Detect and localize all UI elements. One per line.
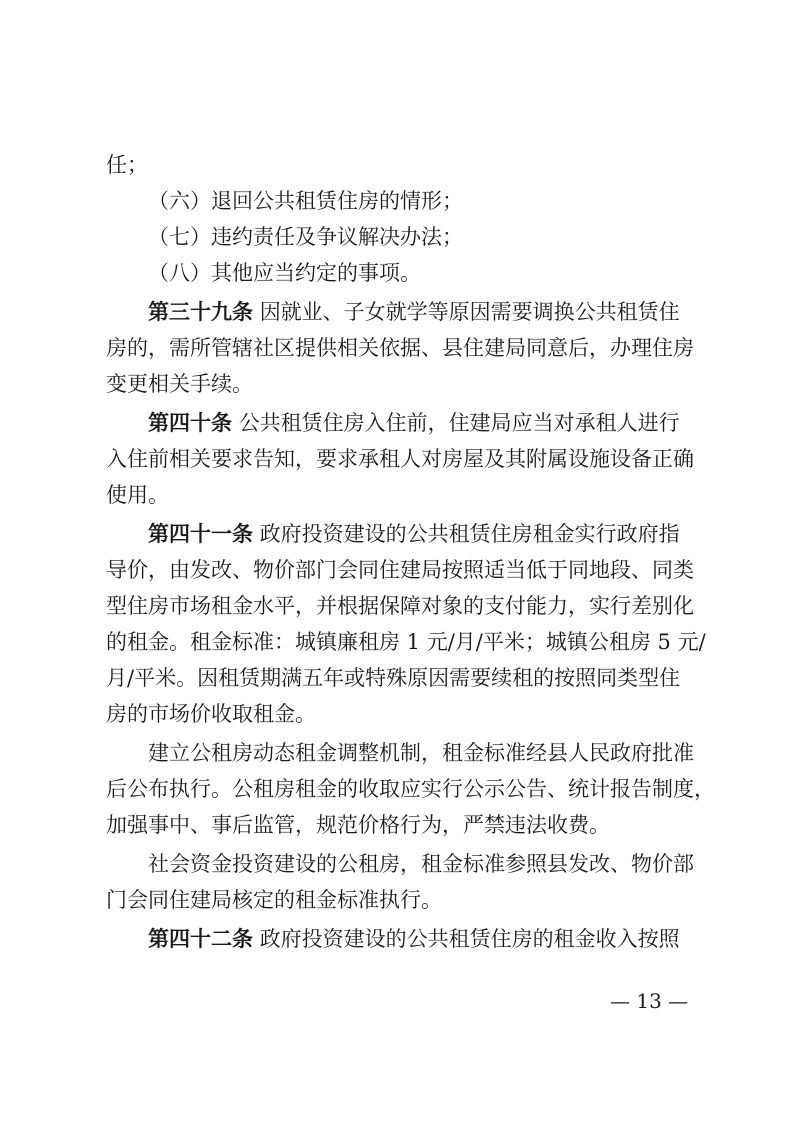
- text-line: [0, 445, 793, 473]
- article-number: 第四十二条: [148, 927, 253, 951]
- line-text: 变更相关手续。: [106, 372, 253, 396]
- line-text: 政府投资建设的公共租赁住房租金实行政府指: [259, 522, 680, 546]
- article-line: [0, 520, 793, 548]
- text-line: [0, 151, 793, 179]
- list-item: [0, 187, 793, 215]
- line-text: 任；: [106, 153, 148, 177]
- article-number: 第三十九条: [148, 300, 253, 324]
- list-item: [0, 259, 793, 287]
- line-text: 建立公租房动态租金调整机制，租金标准经县人民政府批准: [148, 741, 694, 765]
- text-line: [0, 700, 793, 728]
- text-line: [0, 775, 793, 803]
- text-line: [0, 850, 793, 878]
- article-line: [0, 409, 793, 437]
- article-number: 第四十一条: [148, 522, 253, 546]
- line-text: 公共租赁住房入住前，住建局应当对承租人进行: [238, 411, 680, 435]
- text-line: [0, 628, 793, 656]
- text-line: [0, 664, 793, 692]
- line-text: 的租金。租金标准：城镇廉租房 1 元/月/平米；城镇公租房 5 元/: [106, 630, 706, 654]
- text-line: [0, 811, 793, 839]
- article-number: 第四十条: [148, 411, 232, 435]
- line-text: 房的，需所管辖社区提供相关依据、县住建局同意后，办理住房: [106, 336, 694, 360]
- text-line: [0, 334, 793, 362]
- line-text: 型住房市场租金水平，并根据保障对象的支付能力，实行差别化: [106, 594, 694, 618]
- line-text: 社会资金投资建设的公租房，租金标准参照县发改、物价部: [148, 852, 694, 876]
- line-text: 使用。: [106, 483, 169, 507]
- text-line: [0, 556, 793, 584]
- page-number: — 13 —: [610, 989, 689, 1013]
- line-text: 月/平米。因租赁期满五年或特殊原因需要续租的按照同类型住: [106, 666, 681, 690]
- line-text: 加强事中、事后监管，规范价格行为，严禁违法收费。: [106, 813, 610, 837]
- text-line: [0, 739, 793, 767]
- line-text: 入住前相关要求告知，要求承租人对房屋及其附属设施设备正确: [106, 447, 694, 471]
- line-text: 门会同住建局核定的租金标准执行。: [106, 888, 442, 912]
- article-line: [0, 925, 793, 953]
- text-line: [0, 592, 793, 620]
- line-text: 因就业、子女就学等原因需要调换公共租赁住: [259, 300, 680, 324]
- line-text: 政府投资建设的公共租赁住房的租金收入按照: [259, 927, 680, 951]
- list-item: [0, 223, 793, 251]
- line-text: （七）违约责任及争议解决办法；: [148, 225, 463, 249]
- line-text: （八）其他应当约定的事项。: [148, 261, 421, 285]
- text-line: [0, 886, 793, 914]
- line-text: 导价，由发改、物价部门会同住建局按照适当低于同地段、同类: [106, 558, 694, 582]
- line-text: 后公布执行。公租房租金的收取应实行公示公告、统计报告制度，: [106, 777, 715, 801]
- text-line: [0, 481, 793, 509]
- line-text: （六）退回公共租赁住房的情形；: [148, 189, 463, 213]
- line-text: 房的市场价收取租金。: [106, 702, 316, 726]
- article-line: [0, 298, 793, 326]
- text-line: [0, 370, 793, 398]
